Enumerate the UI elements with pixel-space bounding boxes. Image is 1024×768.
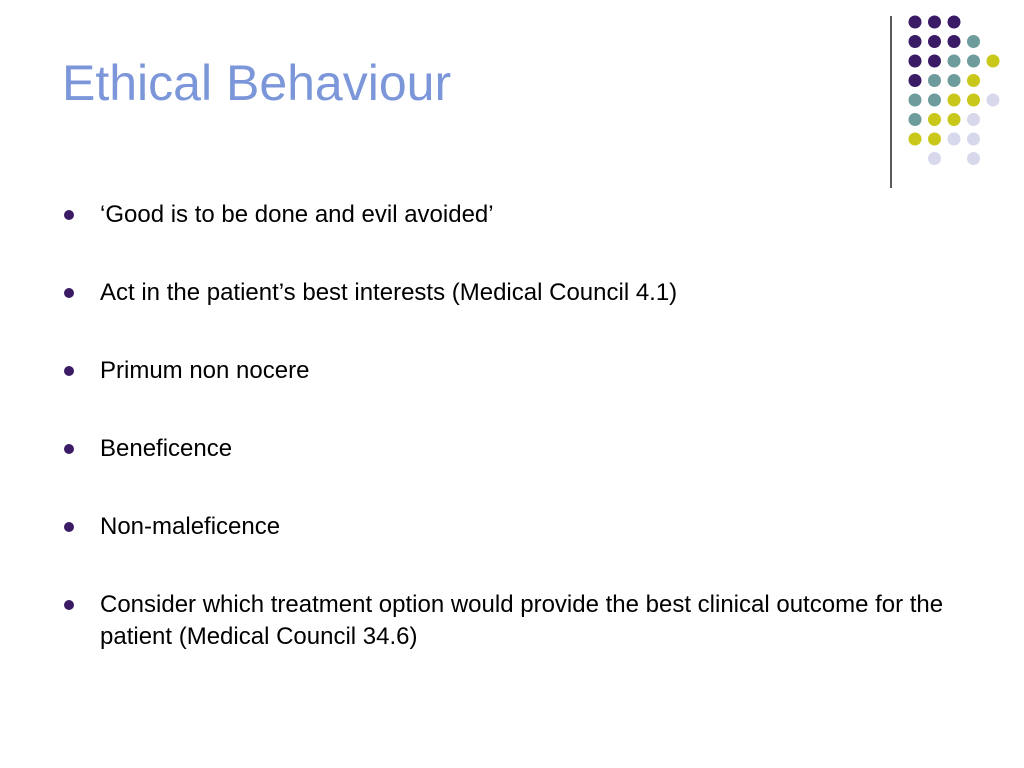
decorative-dot <box>948 55 961 68</box>
decorative-dot <box>909 113 922 126</box>
bullet-dot-icon <box>64 288 74 298</box>
bullet-item <box>62 433 962 465</box>
decorative-dot <box>948 16 961 29</box>
title-divider-line <box>890 16 892 188</box>
decorative-dot <box>967 55 980 68</box>
decorative-dot <box>928 94 941 107</box>
decorative-dot <box>909 74 922 87</box>
decorative-dot <box>948 133 961 146</box>
slide-title: Ethical Behaviour <box>62 55 452 111</box>
decorative-dot <box>909 133 922 146</box>
bullet-item <box>62 355 962 387</box>
decorative-dot <box>928 55 941 68</box>
bullet-text: Beneficence <box>100 435 233 462</box>
decorative-dot <box>909 16 922 29</box>
bullet-item <box>62 589 962 653</box>
decorative-dot <box>948 94 961 107</box>
bullet-item <box>62 511 962 543</box>
bullet-list <box>62 199 962 699</box>
decorative-dot <box>987 55 1000 68</box>
bullet-dot-icon <box>64 444 74 454</box>
bullet-text: Primum non nocere <box>100 357 310 384</box>
decorative-dot <box>967 152 980 165</box>
decorative-dot-grid <box>906 13 1006 168</box>
bullet-text: Act in the patient’s best interests (Medical Council 4.1) <box>100 279 678 306</box>
decorative-dot <box>909 94 922 107</box>
decorative-dot <box>909 35 922 48</box>
bullet-item <box>62 199 962 231</box>
bullet-text: ‘Good is to be done and evil avoided’ <box>100 201 494 228</box>
decorative-dot <box>928 133 941 146</box>
decorative-dot <box>928 113 941 126</box>
bullet-dot-icon <box>64 522 74 532</box>
decorative-dot <box>928 152 941 165</box>
decorative-dot <box>967 94 980 107</box>
decorative-dot <box>948 35 961 48</box>
decorative-dot <box>967 133 980 146</box>
bullet-item <box>62 277 962 309</box>
decorative-dot <box>928 16 941 29</box>
decorative-dot <box>987 94 1000 107</box>
bullet-text: Non-maleficence <box>100 513 281 540</box>
bullet-text: Consider which treatment option would provide the best clinical outcome for the patient (Medical Council 34.6) <box>100 591 944 650</box>
decorative-dot <box>909 55 922 68</box>
decorative-dot <box>967 35 980 48</box>
decorative-dot <box>928 35 941 48</box>
bullet-dot-icon <box>64 600 74 610</box>
bullet-dot-icon <box>64 366 74 376</box>
decorative-dot <box>948 113 961 126</box>
decorative-dot <box>948 74 961 87</box>
decorative-dot <box>928 74 941 87</box>
decorative-dot <box>967 74 980 87</box>
decorative-dot <box>967 113 980 126</box>
bullet-dot-icon <box>64 210 74 220</box>
